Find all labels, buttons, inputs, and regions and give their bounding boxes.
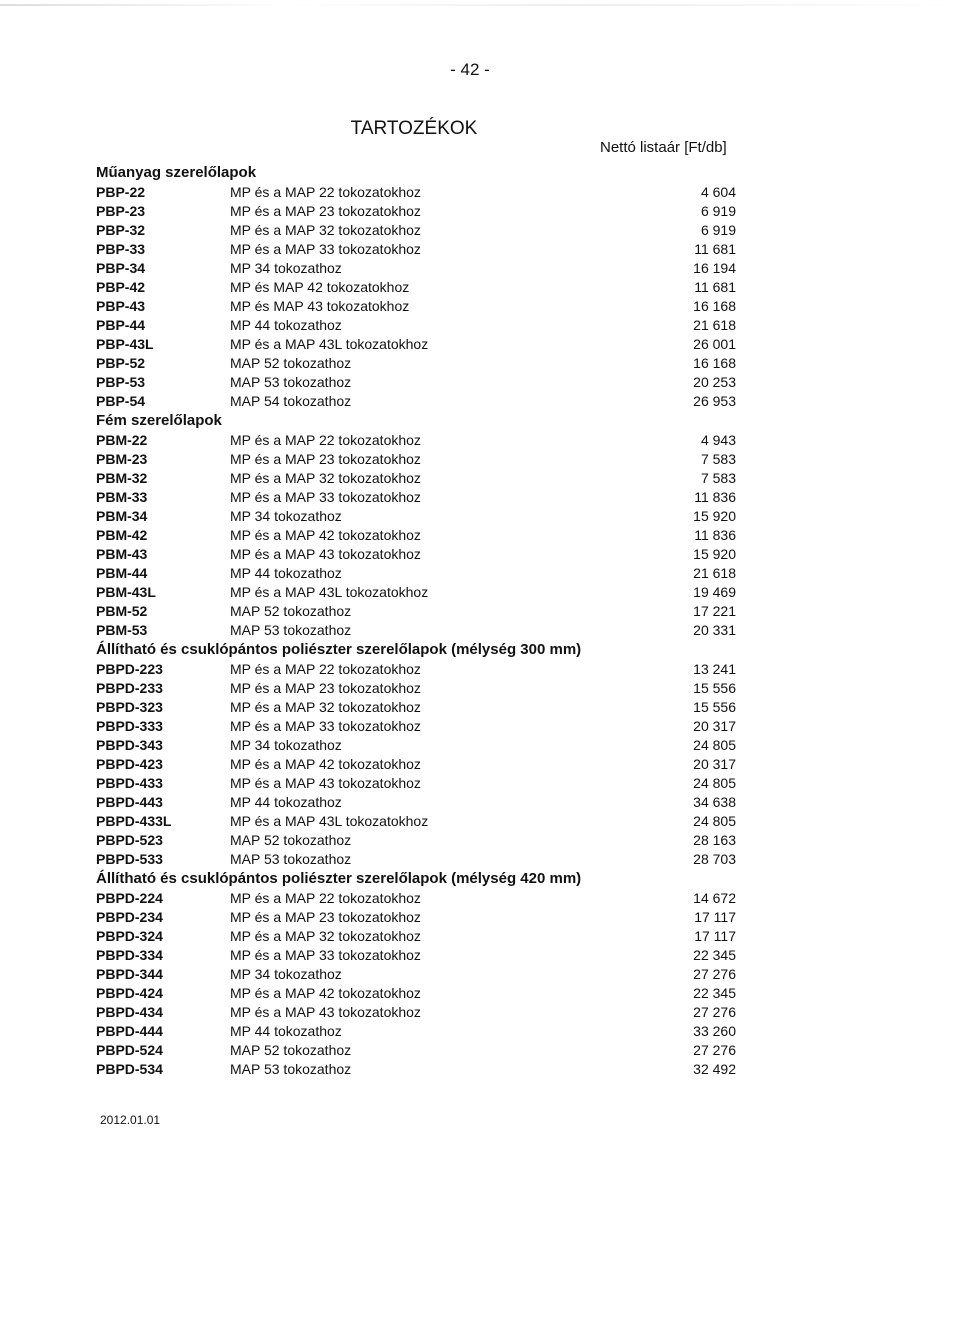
product-price: 34 638 [693,794,736,810]
section-title: Állítható és csuklópántos poliészter szerelőlapok (mélység 300 mm) [96,641,582,658]
table-row [96,1003,736,1022]
product-description: MP és a MAP 32 tokozatokhoz [230,928,421,944]
product-description: MP és a MAP 42 tokozatokhoz [230,985,421,1001]
product-code: PBM-44 [96,565,148,581]
table-row [96,297,736,316]
product-code: PBM-43 [96,546,148,562]
product-description: MP 44 tokozathoz [230,1023,342,1039]
product-description: MP és a MAP 42 tokozatokhoz [230,756,421,772]
price-list [96,163,736,1079]
table-row [96,889,736,908]
product-code: PBP-53 [96,374,146,390]
product-code: PBM-32 [96,470,148,486]
table-row [96,431,736,450]
product-code: PBP-42 [96,279,146,295]
product-description: MAP 53 tokozathoz [230,1061,352,1077]
product-price: 19 469 [693,584,736,600]
table-row [96,221,736,240]
section [96,163,736,411]
section [96,869,736,1079]
product-description: MP és a MAP 32 tokozatokhoz [230,222,421,238]
product-price: 27 276 [693,966,736,982]
price-column-header: Nettó listaár [Ft/db] [600,139,727,156]
product-price: 20 317 [693,718,736,734]
product-code: PBM-22 [96,432,148,448]
table-row [96,373,736,392]
product-code: PBPD-224 [96,890,163,906]
table-row [96,450,736,469]
product-description: MP 34 tokozathoz [230,966,342,982]
table-row [96,316,736,335]
product-code: PBP-23 [96,203,146,219]
product-code: PBPD-343 [96,737,163,753]
product-description: MP és a MAP 43 tokozatokhoz [230,546,421,562]
product-code: PBM-43L [96,584,156,600]
scan-artifact-line [0,4,960,6]
product-code: PBM-53 [96,622,148,638]
table-row [96,469,736,488]
product-code: PBPD-344 [96,966,163,982]
product-price: 15 920 [693,508,736,524]
section-title: Fém szerelőlapok [96,412,222,429]
product-code: PBP-54 [96,393,146,409]
product-description: MP 34 tokozathoz [230,508,342,524]
product-price: 6 919 [700,203,736,219]
table-row [96,354,736,373]
product-price: 24 805 [693,813,736,829]
table-row [96,488,736,507]
table-row [96,679,736,698]
product-code: PBPD-323 [96,699,163,715]
product-description: MP és a MAP 22 tokozatokhoz [230,661,421,677]
product-price: 17 117 [694,928,736,944]
table-row [96,1060,736,1079]
product-description: MAP 52 tokozathoz [230,355,352,371]
product-description: MP és a MAP 23 tokozatokhoz [230,203,421,219]
product-price: 11 836 [694,527,736,543]
product-price: 28 163 [693,832,736,848]
product-code: PBPD-443 [96,794,163,810]
product-price: 17 221 [693,603,736,619]
table-row [96,965,736,984]
table-row [96,545,736,564]
product-price: 14 672 [693,890,736,906]
product-code: PBM-33 [96,489,148,505]
product-code: PBPD-334 [96,947,163,963]
product-price: 16 194 [693,260,736,276]
product-code: PBPD-433L [96,813,172,829]
product-description: MP 44 tokozathoz [230,794,342,810]
product-description: MP és a MAP 43 tokozatokhoz [230,1004,421,1020]
product-price: 11 681 [694,279,736,295]
product-code: PBPD-423 [96,756,163,772]
product-description: MAP 52 tokozathoz [230,832,352,848]
product-price: 15 920 [693,546,736,562]
table-row [96,850,736,869]
product-price: 17 117 [694,909,736,925]
table-row [96,335,736,354]
product-code: PBM-23 [96,451,148,467]
product-code: PBP-43 [96,298,146,314]
page-number: - 42 - [450,60,490,79]
product-code: PBPD-333 [96,718,163,734]
product-description: MP és MAP 43 tokozatokhoz [230,298,410,314]
table-row [96,831,736,850]
product-code: PBPD-434 [96,1004,163,1020]
product-price: 11 681 [694,241,736,257]
product-code: PBP-32 [96,222,146,238]
product-price: 22 345 [693,947,736,963]
product-price: 21 618 [693,317,736,333]
table-row [96,984,736,1003]
product-description: MP és a MAP 23 tokozatokhoz [230,680,421,696]
table-row [96,583,736,602]
product-description: MAP 53 tokozathoz [230,622,352,638]
product-description: MAP 53 tokozathoz [230,374,352,390]
product-price: 15 556 [693,699,736,715]
table-row [96,278,736,297]
table-row [96,698,736,717]
product-price: 33 260 [693,1023,736,1039]
product-code: PBPD-524 [96,1042,163,1058]
page-title: TARTOZÉKOK [350,118,478,139]
table-row [96,621,736,640]
table-row [96,717,736,736]
product-description: MP és a MAP 43 tokozatokhoz [230,775,421,791]
table-row [96,240,736,259]
product-price: 15 556 [693,680,736,696]
product-description: MP és a MAP 33 tokozatokhoz [230,241,421,257]
product-code: PBM-42 [96,527,148,543]
product-code: PBP-43L [96,336,154,352]
product-description: MAP 52 tokozathoz [230,1042,352,1058]
product-description: MP és a MAP 33 tokozatokhoz [230,489,421,505]
product-description: MP és a MAP 33 tokozatokhoz [230,718,421,734]
footer-date: 2012.01.01 [100,1113,161,1127]
product-price: 11 836 [694,489,736,505]
table-row [96,507,736,526]
product-price: 16 168 [693,298,736,314]
table-row [96,946,736,965]
product-price: 27 276 [693,1042,736,1058]
table-row [96,183,736,202]
table-row [96,908,736,927]
product-code: PBP-33 [96,241,146,257]
product-code: PBPD-433 [96,775,163,791]
product-price: 24 805 [693,775,736,791]
product-description: MP és a MAP 32 tokozatokhoz [230,470,421,486]
product-description: MP és a MAP 42 tokozatokhoz [230,527,421,543]
product-price: 4 943 [700,432,736,448]
product-price: 22 345 [693,985,736,1001]
product-code: PBP-22 [96,184,146,200]
product-code: PBPD-233 [96,680,163,696]
product-description: MP 34 tokozathoz [230,260,342,276]
product-description: MAP 52 tokozathoz [230,603,352,619]
product-description: MP és a MAP 22 tokozatokhoz [230,890,421,906]
product-price: 24 805 [693,737,736,753]
product-description: MP és a MAP 33 tokozatokhoz [230,947,421,963]
table-row [96,1041,736,1060]
product-code: PBPD-234 [96,909,163,925]
table-row [96,812,736,831]
product-code: PBP-52 [96,355,146,371]
product-description: MP 44 tokozathoz [230,565,342,581]
product-code: PBPD-424 [96,985,163,1001]
product-code: PBPD-324 [96,928,163,944]
product-price: 28 703 [693,851,736,867]
product-price: 7 583 [700,451,736,467]
product-price: 6 919 [700,222,736,238]
table-row [96,1022,736,1041]
product-description: MP és a MAP 22 tokozatokhoz [230,432,421,448]
section [96,411,736,640]
product-description: MP és MAP 42 tokozatokhoz [230,279,410,295]
table-row [96,392,736,411]
product-code: PBPD-523 [96,832,163,848]
product-description: MP 34 tokozathoz [230,737,342,753]
section-title: Állítható és csuklópántos poliészter szerelőlapok (mélység 420 mm) [96,870,582,887]
product-price: 4 604 [700,184,736,200]
product-code: PBPD-444 [96,1023,163,1039]
table-row [96,927,736,946]
product-description: MP és a MAP 43L tokozatokhoz [230,584,429,600]
product-price: 21 618 [693,565,736,581]
product-price: 26 001 [693,336,736,352]
product-code: PBP-34 [96,260,146,276]
product-description: MAP 53 tokozathoz [230,851,352,867]
product-price: 16 168 [693,355,736,371]
section-title: Műanyag szerelőlapok [96,164,257,181]
table-row [96,526,736,545]
product-price: 20 331 [693,622,736,638]
product-code: PBPD-533 [96,851,163,867]
product-price: 13 241 [693,661,736,677]
product-price: 20 317 [693,756,736,772]
product-price: 27 276 [693,1004,736,1020]
product-price: 20 253 [693,374,736,390]
product-code: PBPD-223 [96,661,163,677]
product-price: 32 492 [693,1061,736,1077]
product-description: MP 44 tokozathoz [230,317,342,333]
table-row [96,736,736,755]
table-row [96,259,736,278]
table-row [96,564,736,583]
product-code: PBM-34 [96,508,148,524]
product-code: PBP-44 [96,317,146,333]
table-row [96,793,736,812]
section [96,640,736,869]
table-row [96,202,736,221]
product-description: MP és a MAP 43L tokozatokhoz [230,336,429,352]
table-row [96,774,736,793]
table-row [96,602,736,621]
product-price: 7 583 [700,470,736,486]
table-row [96,755,736,774]
product-description: MP és a MAP 23 tokozatokhoz [230,909,421,925]
product-code: PBM-52 [96,603,148,619]
product-code: PBPD-534 [96,1061,163,1077]
product-description: MP és a MAP 43L tokozatokhoz [230,813,429,829]
product-description: MP és a MAP 32 tokozatokhoz [230,699,421,715]
product-price: 26 953 [693,393,736,409]
product-description: MP és a MAP 22 tokozatokhoz [230,184,421,200]
product-description: MAP 54 tokozathoz [230,393,352,409]
product-description: MP és a MAP 23 tokozatokhoz [230,451,421,467]
table-row [96,660,736,679]
